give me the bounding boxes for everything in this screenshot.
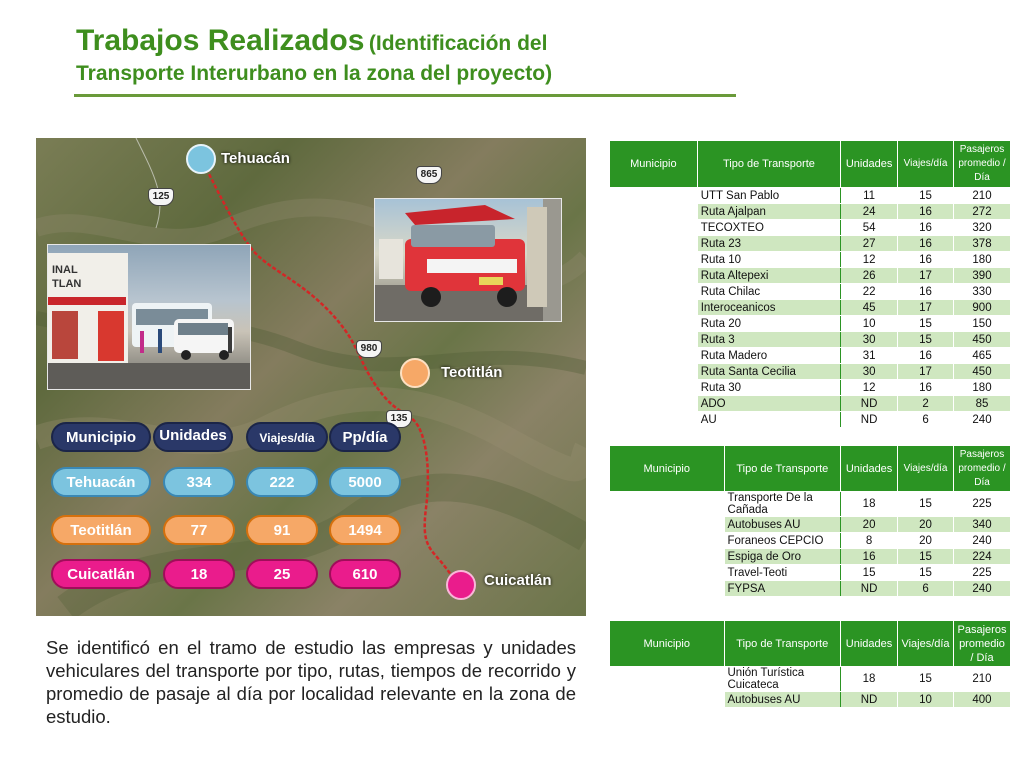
viajes-cell: 15 — [898, 492, 954, 517]
unidades-cell: 27 — [841, 236, 898, 252]
unidades-cell: 45 — [841, 300, 898, 316]
unidades-cell: 12 — [841, 380, 898, 396]
tipo-cell: Ruta 3 — [697, 332, 840, 348]
col-header-tipo: Tipo de Transporte — [697, 141, 840, 188]
viajes-cell: 16 — [898, 220, 954, 236]
tipo-cell: AU — [697, 412, 840, 428]
col-header-municipio: Municipio — [610, 141, 698, 188]
tipo-cell: Ruta Ajalpan — [697, 204, 840, 220]
tipo-cell: Ruta 10 — [697, 252, 840, 268]
tipo-cell: UTT San Pablo — [697, 188, 840, 204]
tipo-cell: Espiga de Oro — [724, 549, 841, 565]
pasajeros-cell: 180 — [954, 252, 1011, 268]
unidades-cell: 15 — [841, 565, 898, 581]
cuicatlan-transport-table — [609, 620, 1011, 708]
unidades-cell: 10 — [841, 316, 898, 332]
unidades-cell: 31 — [841, 348, 898, 364]
tipo-cell: Autobuses AU — [724, 692, 841, 708]
pasajeros-cell: 400 — [953, 692, 1010, 708]
summary-header-municipio: Municipio — [51, 422, 151, 452]
viajes-cell: 15 — [898, 332, 954, 348]
pasajeros-cell: 240 — [954, 581, 1011, 597]
summary-tehuacan-unidades: 334 — [163, 467, 235, 497]
tipo-cell: Ruta Chilac — [697, 284, 840, 300]
pasajeros-cell: 340 — [954, 517, 1011, 533]
pasajeros-cell: 900 — [954, 300, 1011, 316]
col-header-tipo: Tipo de Transporte — [724, 446, 841, 492]
municipio-cell: Cuicatlán — [610, 667, 725, 708]
unidades-cell: 11 — [841, 188, 898, 204]
viajes-cell: 16 — [898, 204, 954, 220]
tipo-cell: Ruta 20 — [697, 316, 840, 332]
tipo-cell: Ruta Altepexi — [697, 268, 840, 284]
pasajeros-cell: 378 — [954, 236, 1011, 252]
col-header-municipio: Municipio — [610, 446, 725, 492]
unidades-cell: ND — [841, 412, 898, 428]
col-header-pasajeros: Pasajeros promedio / Día — [954, 141, 1011, 188]
tipo-cell: Autobuses AU — [724, 517, 841, 533]
pasajeros-cell: 450 — [954, 364, 1011, 380]
summary-teotitlan-pp: 1494 — [329, 515, 401, 545]
pasajeros-cell: 390 — [954, 268, 1011, 284]
viajes-cell: 16 — [898, 348, 954, 364]
summary-cuicatlan-unidades: 18 — [163, 559, 235, 589]
col-header-pasajeros: Pasajeros promedio / Día — [953, 621, 1010, 667]
summary-teotitlan-unidades: 77 — [163, 515, 235, 545]
tipo-cell: Travel-Teoti — [724, 565, 841, 581]
pasajeros-cell: 150 — [954, 316, 1011, 332]
pasajeros-cell: 240 — [954, 412, 1011, 428]
unidades-cell: 20 — [841, 517, 898, 533]
col-header-pasajeros: Pasajeros promedio / Día — [954, 446, 1011, 492]
tipo-cell: Transporte De la Cañada — [724, 492, 841, 517]
pasajeros-cell: 210 — [953, 667, 1010, 692]
municipio-cell: Tehuacán — [610, 188, 698, 428]
unidades-cell: 8 — [841, 533, 898, 549]
pasajeros-cell: 465 — [954, 348, 1011, 364]
viajes-cell: 15 — [898, 549, 954, 565]
teotitlan-rows — [610, 492, 1011, 597]
tipo-cell: FYPSA — [724, 581, 841, 597]
pasajeros-cell: 272 — [954, 204, 1011, 220]
unidades-cell: 24 — [841, 204, 898, 220]
unidades-cell: 18 — [841, 492, 898, 517]
unidades-cell: 26 — [841, 268, 898, 284]
tehuacan-transport-table — [609, 140, 1011, 428]
highway-shield: 980 — [356, 340, 382, 358]
col-header-unidades: Unidades — [841, 446, 898, 492]
unidades-cell: ND — [841, 396, 898, 412]
teotitlan-marker — [400, 358, 430, 388]
col-header-municipio: Municipio — [610, 621, 725, 667]
viajes-cell: 17 — [898, 364, 954, 380]
title-main: Trabajos Realizados — [76, 24, 365, 57]
tipo-cell: Unión Turística Cuicateca — [724, 667, 841, 692]
pasajeros-cell: 320 — [954, 220, 1011, 236]
table-row — [610, 667, 1011, 692]
unidades-cell: 12 — [841, 252, 898, 268]
svg-text:INAL: INAL — [52, 264, 78, 276]
tehuacan-rows — [610, 188, 1011, 428]
cuicatlan-marker — [446, 570, 476, 600]
tehuacan-label: Tehuacán — [221, 150, 290, 167]
bus-terminal-photo — [47, 244, 251, 390]
viajes-cell: 16 — [898, 252, 954, 268]
summary-cuicatlan-pp: 610 — [329, 559, 401, 589]
viajes-cell: 15 — [898, 316, 954, 332]
highway-shield: 125 — [148, 188, 174, 206]
tipo-cell: Ruta Madero — [697, 348, 840, 364]
viajes-cell: 6 — [898, 581, 954, 597]
table-row — [610, 492, 1011, 517]
viajes-cell: 10 — [898, 692, 954, 708]
viajes-cell: 17 — [898, 300, 954, 316]
summary-teotitlan-viajes: 91 — [246, 515, 318, 545]
cuicatlan-label: Cuicatlán — [484, 572, 552, 589]
tipo-cell: ADO — [697, 396, 840, 412]
viajes-cell: 2 — [898, 396, 954, 412]
viajes-cell: 16 — [898, 236, 954, 252]
unidades-cell: 54 — [841, 220, 898, 236]
title-sub-1: (Identificación del — [368, 32, 548, 55]
unidades-cell: 16 — [841, 549, 898, 565]
highway-shield: 865 — [416, 166, 442, 184]
slide-title — [76, 26, 756, 87]
col-header-unidades: Unidades — [841, 141, 898, 188]
viajes-cell: 20 — [898, 533, 954, 549]
tipo-cell: Ruta 23 — [697, 236, 840, 252]
summary-paragraph: Se identificó en el tramo de estudio las empresas y unidades vehiculares del transporte por tipo, rutas, tiempos de recorrido y promedio de pasaje al día por localidad relevante en la zona de estudio. — [46, 637, 576, 727]
viajes-cell: 15 — [898, 188, 954, 204]
svg-text:TLAN: TLAN — [52, 278, 82, 290]
cuicatlan-rows — [610, 667, 1011, 708]
viajes-cell: 15 — [898, 565, 954, 581]
pasajeros-cell: 210 — [954, 188, 1011, 204]
pickup-truck-photo — [374, 198, 562, 322]
tipo-cell: Ruta Santa Cecilia — [697, 364, 840, 380]
pasajeros-cell: 225 — [954, 565, 1011, 581]
tipo-cell: Foraneos CEPCIO — [724, 533, 841, 549]
summary-cuicatlan-viajes: 25 — [246, 559, 318, 589]
col-header-viajes: Viajes/día — [898, 141, 954, 188]
summary-header-unidades: Unidades — [153, 422, 233, 452]
summary-header-pp: Pp/día — [329, 422, 401, 452]
teotitlan-label: Teotitlán — [441, 364, 503, 381]
tipo-cell: Interoceanicos — [697, 300, 840, 316]
unidades-cell: ND — [841, 692, 898, 708]
viajes-cell: 17 — [898, 268, 954, 284]
summary-teotitlan-municipio: Teotitlán — [51, 515, 151, 545]
tipo-cell: TECOXTEO — [697, 220, 840, 236]
teotitlan-transport-table — [609, 445, 1011, 597]
route-map — [36, 138, 586, 616]
unidades-cell: 30 — [841, 364, 898, 380]
highway-shield: 135 — [386, 410, 412, 428]
pasajeros-cell: 450 — [954, 332, 1011, 348]
title-sub-2: Transporte Interurbano en la zona del proyecto) — [76, 62, 553, 85]
viajes-cell: 16 — [898, 380, 954, 396]
tipo-cell: Ruta 30 — [697, 380, 840, 396]
unidades-cell: 30 — [841, 332, 898, 348]
unidades-cell: ND — [841, 581, 898, 597]
pasajeros-cell: 240 — [954, 533, 1011, 549]
col-header-viajes: Viajes/día — [898, 446, 954, 492]
viajes-cell: 16 — [898, 284, 954, 300]
summary-tehuacan-pp: 5000 — [329, 467, 401, 497]
viajes-cell: 6 — [898, 412, 954, 428]
summary-header-viajes: Viajes/día — [246, 422, 328, 452]
title-underline — [74, 94, 736, 97]
tehuacan-marker — [186, 144, 216, 174]
table-row — [610, 188, 1011, 204]
summary-cuicatlan-municipio: Cuicatlán — [51, 559, 151, 589]
municipio-cell: Teotitlán de Flores Magón — [610, 492, 725, 597]
pasajeros-cell: 180 — [954, 380, 1011, 396]
col-header-unidades: Unidades — [841, 621, 898, 667]
unidades-cell: 18 — [841, 667, 898, 692]
pasajeros-cell: 330 — [954, 284, 1011, 300]
pasajeros-cell: 85 — [954, 396, 1011, 412]
viajes-cell: 20 — [898, 517, 954, 533]
viajes-cell: 15 — [898, 667, 954, 692]
summary-tehuacan-municipio: Tehuacán — [51, 467, 151, 497]
summary-tehuacan-viajes: 222 — [246, 467, 318, 497]
pasajeros-cell: 224 — [954, 549, 1011, 565]
col-header-viajes: Viajes/día — [898, 621, 954, 667]
pasajeros-cell: 225 — [954, 492, 1011, 517]
unidades-cell: 22 — [841, 284, 898, 300]
col-header-tipo: Tipo de Transporte — [724, 621, 841, 667]
